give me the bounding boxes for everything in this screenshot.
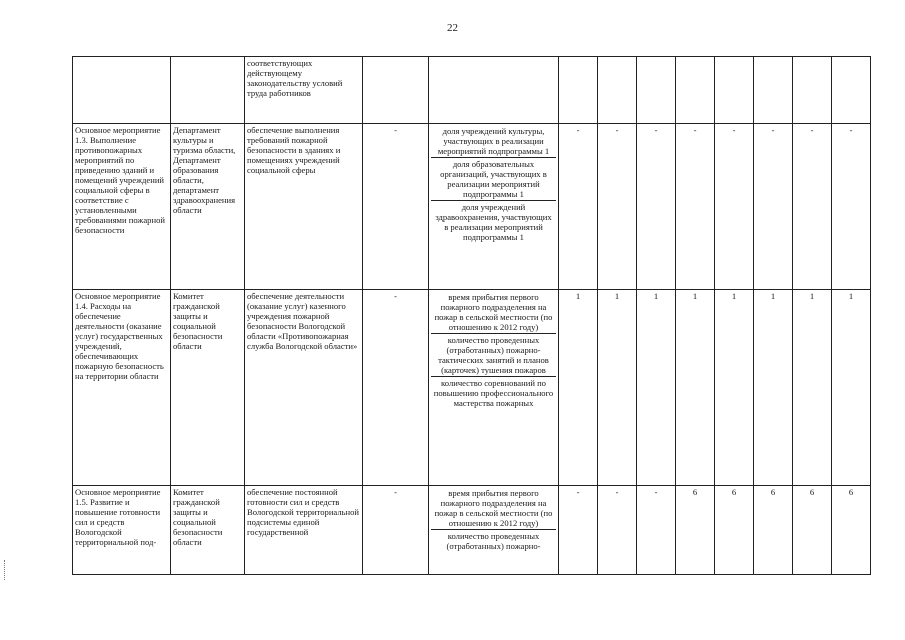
value-cell: - xyxy=(832,124,871,290)
value-cell: - xyxy=(559,124,598,290)
table-row xyxy=(73,57,871,124)
value-cell: - xyxy=(559,486,598,575)
value-cell xyxy=(676,57,715,124)
indicator-item: доля образовательных организаций, участвующих в реализации мероприятий подпрограммы 1 xyxy=(431,158,556,201)
value-cell: 1 xyxy=(832,290,871,486)
indicator-item: доля учреждений здравоохранения, участвующих в реализации мероприятий подпрограммы 1 xyxy=(435,202,552,242)
program-table xyxy=(72,56,871,575)
indicator-dash-cell: - xyxy=(363,486,429,575)
value-cell: 1 xyxy=(793,290,832,486)
value-cell xyxy=(715,57,754,124)
value-cell: 1 xyxy=(598,290,637,486)
value-cell xyxy=(832,57,871,124)
indicator-item: количество проведенных (отработанных) пожарно- xyxy=(446,531,541,551)
scan-edge-mark xyxy=(4,560,7,580)
value-cell: 1 xyxy=(637,290,676,486)
value-cell: 6 xyxy=(832,486,871,575)
value-cell xyxy=(793,57,832,124)
value-cell: 6 xyxy=(676,486,715,575)
value-cell: - xyxy=(637,486,676,575)
table-row xyxy=(73,290,871,486)
indicators-cell xyxy=(429,486,559,575)
page-number: 22 xyxy=(447,22,458,34)
indicator-item: доля учреждений культуры, участвующих в реализации мероприятий подпрограммы 1 xyxy=(431,125,556,158)
table-row xyxy=(73,124,871,290)
value-cell: 1 xyxy=(754,290,793,486)
indicators-cell xyxy=(429,124,559,290)
indicator-item: время прибытия первого пожарного подразделения на пожар в сельской местности (по отношению к 2012 году) xyxy=(431,291,556,334)
value-cell: - xyxy=(598,124,637,290)
indicator-dash-cell xyxy=(363,57,429,124)
goal-cell: обеспечение деятельности (оказание услуг) казенного учреждения пожарной безопасности Вологодской области «Противопожарная служба Вологодской области» xyxy=(245,290,363,486)
value-cell: 6 xyxy=(793,486,832,575)
value-cell xyxy=(637,57,676,124)
value-cell: 1 xyxy=(676,290,715,486)
value-cell: - xyxy=(793,124,832,290)
measure-cell xyxy=(73,57,171,124)
value-cell: - xyxy=(598,486,637,575)
indicator-item: количество соревнований по повышению профессионального мастерства пожарных xyxy=(433,378,554,408)
value-cell: - xyxy=(676,124,715,290)
indicator-item xyxy=(431,58,556,60)
indicator-dash-cell: - xyxy=(363,124,429,290)
value-cell: 1 xyxy=(559,290,598,486)
executor-cell: Комитет гражданской защиты и социальной безопасности области xyxy=(171,486,245,575)
value-cell: 6 xyxy=(715,486,754,575)
measure-cell: Основное мероприятие 1.4. Расходы на обеспечение деятельности (оказание услуг) государственных учреждений, обеспечивающих пожарную безопасность на территории области xyxy=(73,290,171,486)
table-row xyxy=(73,486,871,575)
indicators-cell xyxy=(429,57,559,124)
value-cell: - xyxy=(715,124,754,290)
executor-cell: Департамент культуры и туризма области, Департамент образования области, департамент здравоохранения области xyxy=(171,124,245,290)
executor-cell xyxy=(171,57,245,124)
value-cell: - xyxy=(754,124,793,290)
value-cell: 6 xyxy=(754,486,793,575)
indicator-dash-cell: - xyxy=(363,290,429,486)
executor-cell: Комитет гражданской защиты и социальной безопасности области xyxy=(171,290,245,486)
goal-cell: соответствующих действующему законодательству условий труда работников xyxy=(245,57,363,124)
indicator-item: время прибытия первого пожарного подразделения на пожар в сельской местности (по отношению к 2012 году) xyxy=(431,487,556,530)
goal-cell: обеспечение постоянной готовности сил и средств Вологодской территориальной подсистемы единой государственной xyxy=(245,486,363,575)
value-cell xyxy=(754,57,793,124)
value-cell: 1 xyxy=(715,290,754,486)
measure-cell: Основное мероприятие 1.5. Развитие и повышение готовности сил и средств Вологодской территориальной под- xyxy=(73,486,171,575)
value-cell xyxy=(559,57,598,124)
value-cell xyxy=(598,57,637,124)
measure-cell: Основное мероприятие 1.3. Выполнение противопожарных мероприятий по приведению зданий и помещений учреждений социальной сферы в соответствие с установленными требованиями пожарной безопасности xyxy=(73,124,171,290)
value-cell: - xyxy=(637,124,676,290)
indicators-cell xyxy=(429,290,559,486)
goal-cell: обеспечение выполнения требований пожарной безопасности в зданиях и помещениях учреждений социальной сферы xyxy=(245,124,363,290)
indicator-item: количество проведенных (отработанных) пожарно-тактических занятий и планов (карточек) тушения пожаров xyxy=(431,334,556,377)
